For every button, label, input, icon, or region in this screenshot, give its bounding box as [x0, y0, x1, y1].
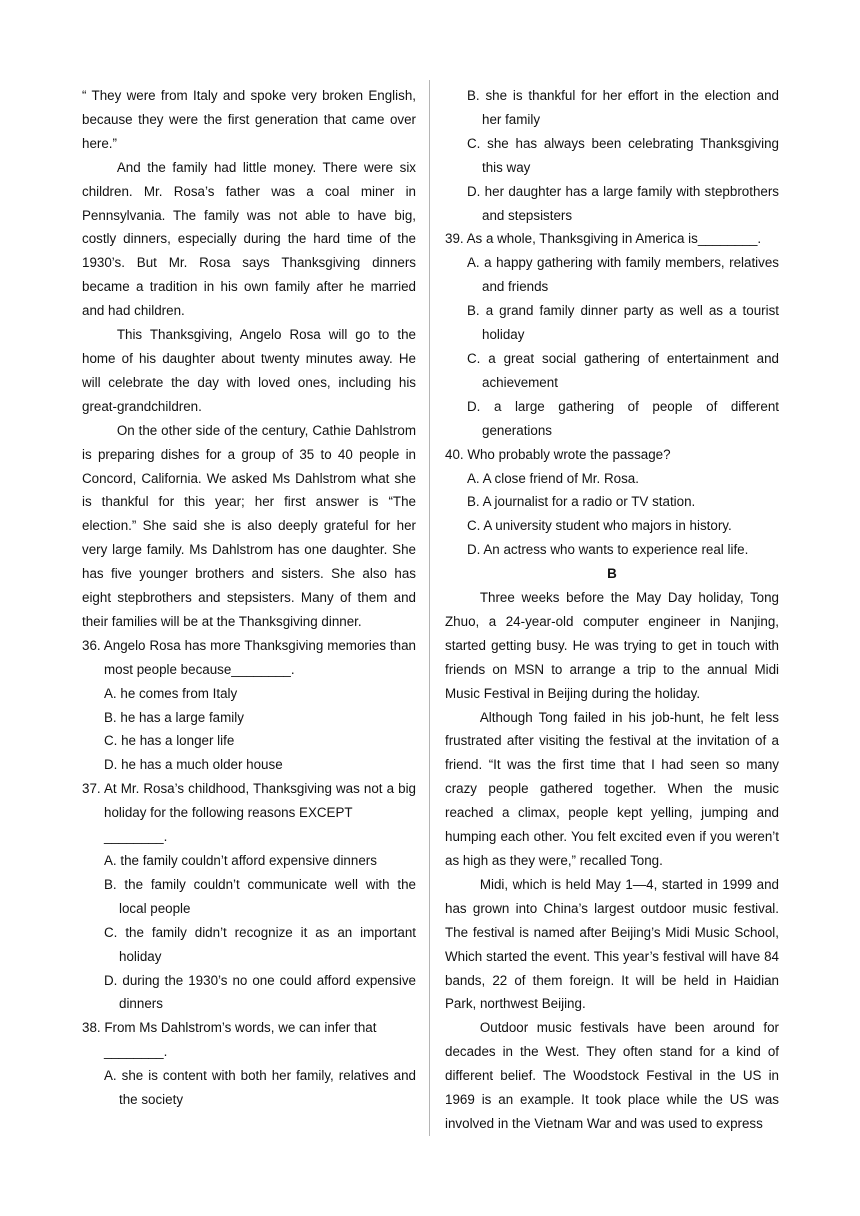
right-column — [445, 84, 779, 1136]
question-38-option-c: C. she has always been celebrating Thanksgiving this way — [467, 135, 779, 175]
question-38-option-d: D. her daughter has a large family with stepbrothers and stepsisters — [467, 183, 779, 223]
question-40-option-b: B. A journalist for a radio or TV station. — [467, 494, 696, 510]
passage-paragraph: Midi, which is held May 1—4, started in 1999 and has grown into China’s largest outdoor music festival. The festival is named after Beijing’s Midi Music School, Which started the event. This year’s festival will have 84 bands, 22 of them foreign. It will be held in Haidian Park, northwest Beijing. — [445, 876, 779, 1012]
question-36-option-c: C. he has a longer life — [104, 733, 235, 749]
question-38-blank: ________. — [104, 1044, 168, 1060]
question-38-option-b: B. she is thankful for her effort in the election and her family — [467, 88, 779, 127]
question-39-option-b: B. a grand family dinner party as well as a tourist holiday — [467, 303, 779, 343]
question-40-option-a: A. A close friend of Mr. Rosa. — [467, 470, 639, 486]
left-column — [82, 84, 416, 1112]
question-36-option-b: B. he has a large family — [104, 709, 244, 725]
passage-paragraph: Although Tong failed in his job-hunt, he felt less frustrated after visiting the festival at the invitation of a friend. “It was the first time that I had seen so many crazy people gathered together. When the music reached a climax, people kept yelling, jumping and humping each other. You felt excited even if you weren’t as high as they were,” recalled Tong. — [445, 709, 779, 868]
question-40-option-c: C. A university student who majors in history. — [467, 518, 732, 534]
passage-paragraph: Outdoor music festivals have been around for decades in the West. They often stand for a kind of different belief. The Woodstock Festival in the US in 1969 is an example. It took place while the US was involved in the Vietnam War and was used to express — [445, 1020, 779, 1131]
question-37-option-b: B. the family couldn’t communicate well with the local people — [104, 876, 416, 916]
question-36-option-a: A. he comes from Italy — [104, 685, 238, 701]
question-37-option-a: A. the family couldn’t afford expensive dinners — [104, 853, 377, 868]
question-36-option-d: D. he has a much older house — [104, 757, 283, 773]
question-37-option-c: C. the family didn’t recognize it as an important holiday — [104, 924, 416, 964]
question-37-blank: ________. — [104, 829, 168, 845]
passage-paragraph: On the other side of the century, Cathie Dahlstrom is preparing dishes for a group of 35 to 40 people in Concord, California. We asked Ms Dahlstrom what she is thankful for this year; her first answer is “The election.” She said she is also deeply grateful for her very large family. Ms Dahlstrom has one daughter. She has five younger brothers and sisters. She also has eight stepbrothers and stepsisters. Many of them and their families will be at the Thanksgiving dinner. — [82, 422, 416, 629]
section-b-heading: B — [607, 566, 617, 582]
passage-paragraph: This Thanksgiving, Angelo Rosa will go to the home of his daughter about twenty minutes away. He will celebrate the day with loved ones, including his great-grandchildren. — [82, 327, 416, 414]
passage-paragraph: And the family had little money. There were six children. Mr. Rosa’s father was a coal miner in Pennsylvania. The family was not able to have big, costly dinners, especially during the hard time of the 1930’s. But Mr. Rosa says Thanksgiving dinners became a tradition in his own family after he married and had children. — [82, 159, 416, 319]
question-39-option-c: C. a great social gathering of entertainment and achievement — [467, 350, 779, 390]
question-40-option-d: D. An actress who wants to experience real life. — [467, 542, 749, 558]
question-37-stem: 37. At Mr. Rosa’s childhood, Thanksgiving was not a big holiday for the following reasons EXCEPT — [82, 781, 416, 821]
question-36-stem: 36. Angelo Rosa has more Thanksgiving memories than most people because________. — [82, 637, 416, 677]
passage-paragraph: Three weeks before the May Day holiday, Tong Zhuo, a 24-year-old computer engineer in Nanjing, started getting busy. He was trying to get in touch with friends on MSN to arrange a trip to the annual Midi Music Festival in Beijing during the holiday. — [445, 590, 779, 701]
question-39-option-a: A. a happy gathering with family members, relatives and friends — [467, 255, 779, 295]
question-37-option-d: D. during the 1930’s no one could afford expensive dinners — [104, 972, 416, 1012]
question-38-stem: 38. From Ms Dahlstrom’s words, we can infer that — [82, 1020, 377, 1036]
column-divider — [429, 80, 430, 1136]
question-38-option-a: A. she is content with both her family, relatives and the society — [104, 1068, 416, 1108]
question-40-stem: 40. Who probably wrote the passage? — [445, 446, 671, 462]
question-39-option-d: D. a large gathering of people of different generations — [467, 398, 779, 438]
passage-paragraph: “ They were from Italy and spoke very broken English, because they were the first generation that came over here.” — [82, 88, 416, 151]
question-39-stem: 39. As a whole, Thanksgiving in America is________. — [445, 231, 762, 247]
